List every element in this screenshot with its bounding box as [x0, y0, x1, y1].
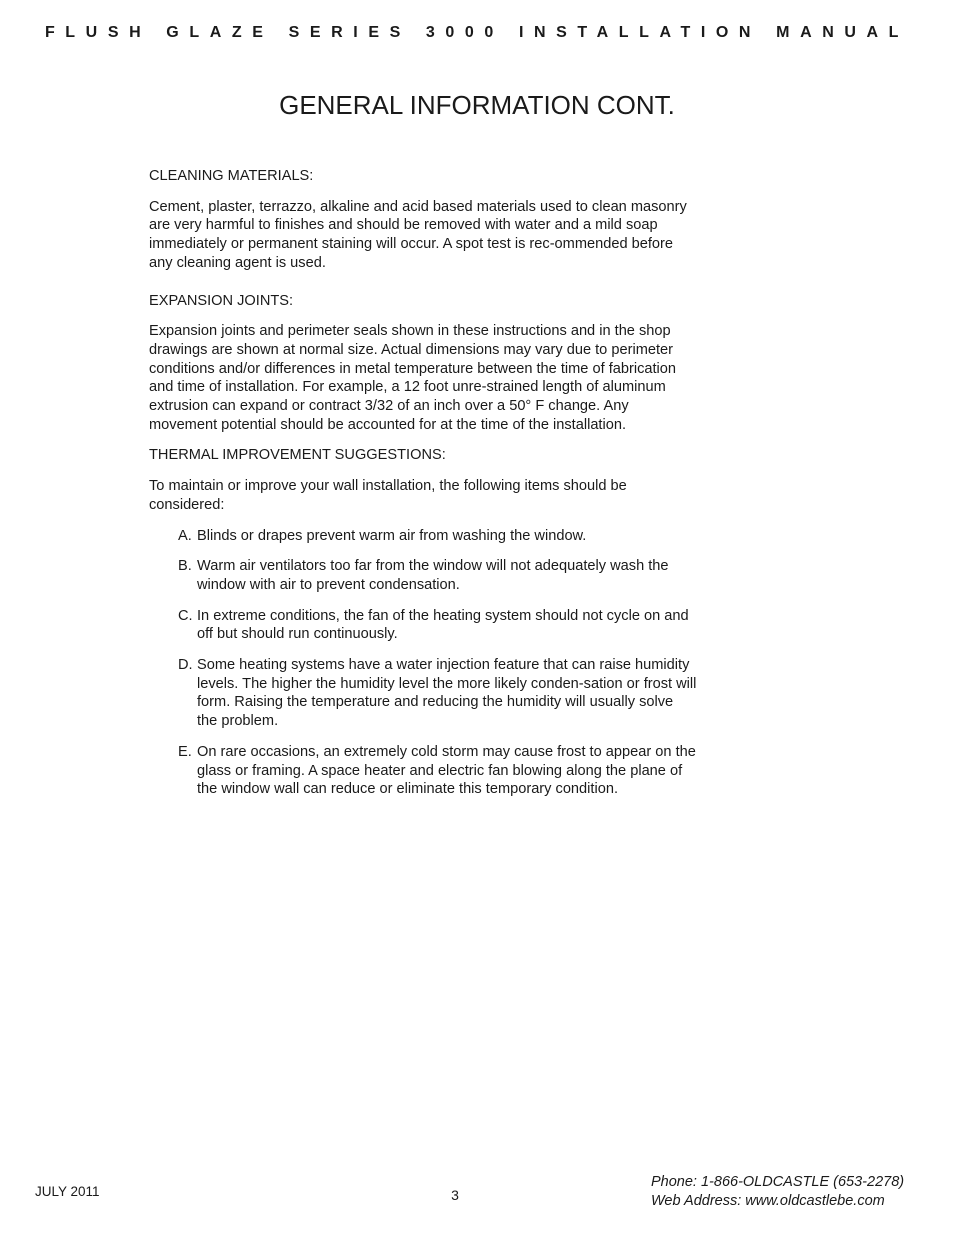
list-marker: B. — [178, 558, 192, 575]
footer-phone: Phone: 1-866-OLDCASTLE (653-2278) — [651, 1174, 905, 1190]
footer-web-address: Web Address: www.oldcastlebe.com — [651, 1193, 885, 1209]
list-item-text: Warm air ventilators too far from the window will not adequately wash the window with air to prevent condensation. — [197, 558, 669, 593]
list-item — [149, 557, 697, 594]
list-marker: E. — [178, 743, 192, 760]
thermal-suggestions-list — [149, 527, 697, 799]
list-item-text: Blinds or drapes prevent warm air from washing the window. — [197, 527, 587, 544]
list-item — [149, 743, 697, 799]
section-heading-cleaning: CLEANING MATERIALS: — [149, 168, 314, 184]
list-item — [149, 527, 697, 546]
list-marker: C. — [178, 607, 193, 624]
list-marker: A. — [178, 527, 192, 544]
list-item — [149, 656, 697, 731]
section-intro-thermal: To maintain or improve your wall installation, the following items should be considered: — [149, 478, 627, 513]
section-heading-thermal: THERMAL IMPROVEMENT SUGGESTIONS: — [149, 447, 446, 464]
list-item — [149, 607, 697, 644]
page-number: 3 — [451, 1187, 459, 1203]
page-title: GENERAL INFORMATION CONT. — [279, 90, 675, 120]
footer-contact — [651, 1173, 904, 1211]
section-heading-expansion: EXPANSION JOINTS: — [149, 292, 294, 309]
list-marker: D. — [178, 657, 193, 674]
footer-date: JULY 2011 — [35, 1184, 100, 1199]
list-item-text: In extreme conditions, the fan of the heating system should not cycle on and off but should run continuously. — [197, 607, 689, 643]
list-item-text: On rare occasions, an extremely cold storm may cause frost to appear on the glass or framing. A space heater and electric fan blowing along the plane of the window wall can reduce or eliminate this temporary condition. — [197, 743, 696, 798]
section-body-expansion: Expansion joints and perimeter seals shown in these instructions and in the shop drawings are shown at normal size. Actual dimensions may vary due to perimeter conditions and/or differences in metal temperature between the time of fabrication and time of installation. For example, a 12 foot unre-strained length of aluminum extrusion can expand or contract 3/32 of an inch over a 50° F change. Any movement potential should be accounted for at the time of the installation. — [149, 323, 677, 433]
document-header: FLUSH GLAZE SERIES 3000 INSTALLATION MANUAL — [44, 24, 910, 41]
section-body-cleaning: Cement, plaster, terrazzo, alkaline and acid based materials used to clean masonry are very harmful to finishes and should be removed with water and a mild soap immediately or permanent staining will occur. A spot test is rec-ommended before any cleaning agent is used. — [149, 198, 687, 271]
document-body — [149, 167, 697, 811]
list-item-text: Some heating systems have a water injection feature that can raise humidity levels. The higher the humidity level the more likely conden-sation or frost will form. Raising the temperature and reducing the humidity will usually solve the problem. — [197, 657, 697, 730]
